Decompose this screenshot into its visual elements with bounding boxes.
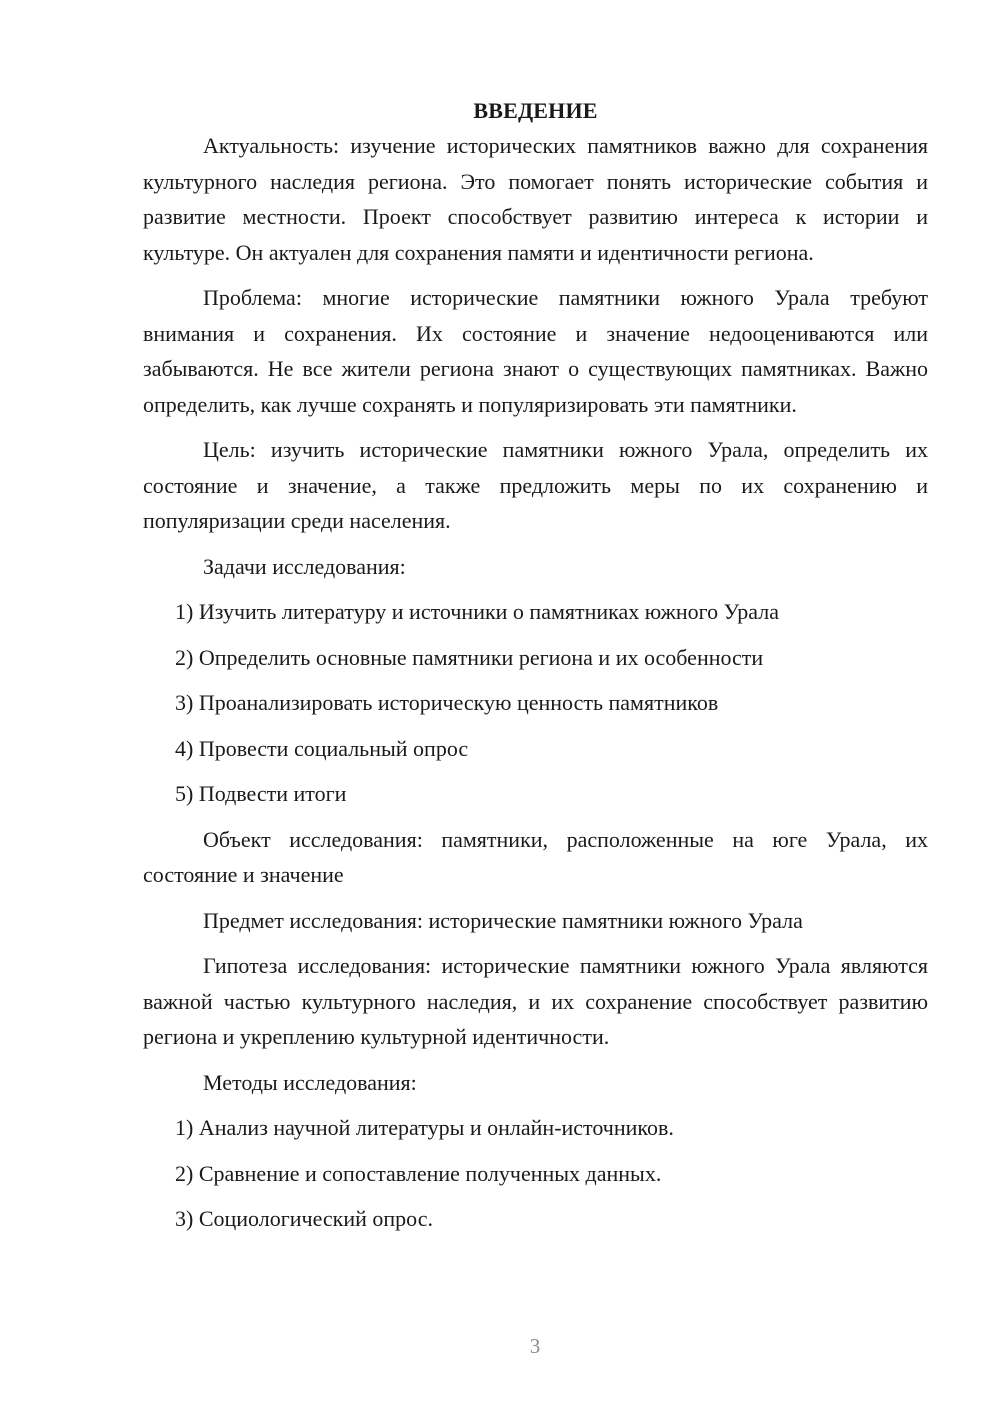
methods-heading: Методы исследования: [203, 1069, 417, 1095]
task-item: 3) Проанализировать историческую ценность памятников [175, 690, 719, 715]
method-item: 1) Анализ научной литературы и онлайн-источников. [175, 1115, 674, 1140]
goal-paragraph: Цель: изучить исторические памятники южного Урала, определить их состояние и значение, а также предложить меры по их сохранению и популяризации среди населения. [143, 437, 928, 533]
problem-paragraph: Проблема: многие исторические памятники южного Урала требуют внимания и сохранения. Их состояние и значение недооцениваются или забываются. Не все жители региона знают о существующих памятниках. Важно определить, как лучше сохранять и популяризировать эти памятники. [143, 285, 928, 417]
task-item: 2) Определить основные памятники региона и их особенности [175, 644, 764, 670]
relevance-paragraph: Актуальность: изучение исторических памятников важно для сохранения культурного наследия региона. Это помогает понять исторические события и развитие местности. Проект способствует развитию интереса к истории и культуре. Он актуален для сохранения памяти и идентичности региона. [143, 133, 928, 265]
page-number: 3 [529, 1334, 541, 1358]
task-item: 1) Изучить литературу и источники о памятниках южного Урала [175, 599, 779, 624]
subject-paragraph: Предмет исследования: исторические памятники южного Урала [203, 907, 803, 933]
hypothesis-paragraph: Гипотеза исследования: исторические памятники южного Урала являются важной частью культурного наследия, и их сохранение способствует развитию региона и укреплению культурной идентичности. [143, 953, 928, 1049]
section-title: ВВЕДЕНИЕ [473, 98, 598, 123]
method-item: 3) Социологический опрос. [175, 1206, 433, 1231]
tasks-heading: Задачи исследования: [203, 553, 406, 579]
task-item: 5) Подвести итоги [175, 781, 347, 806]
object-paragraph: Объект исследования: памятники, расположенные на юге Урала, их состояние и значение [143, 826, 928, 887]
task-item: 4) Провести социальный опрос [175, 735, 469, 761]
method-item: 2) Сравнение и сопоставление полученных данных. [175, 1160, 662, 1186]
page-content [143, 93, 928, 1247]
